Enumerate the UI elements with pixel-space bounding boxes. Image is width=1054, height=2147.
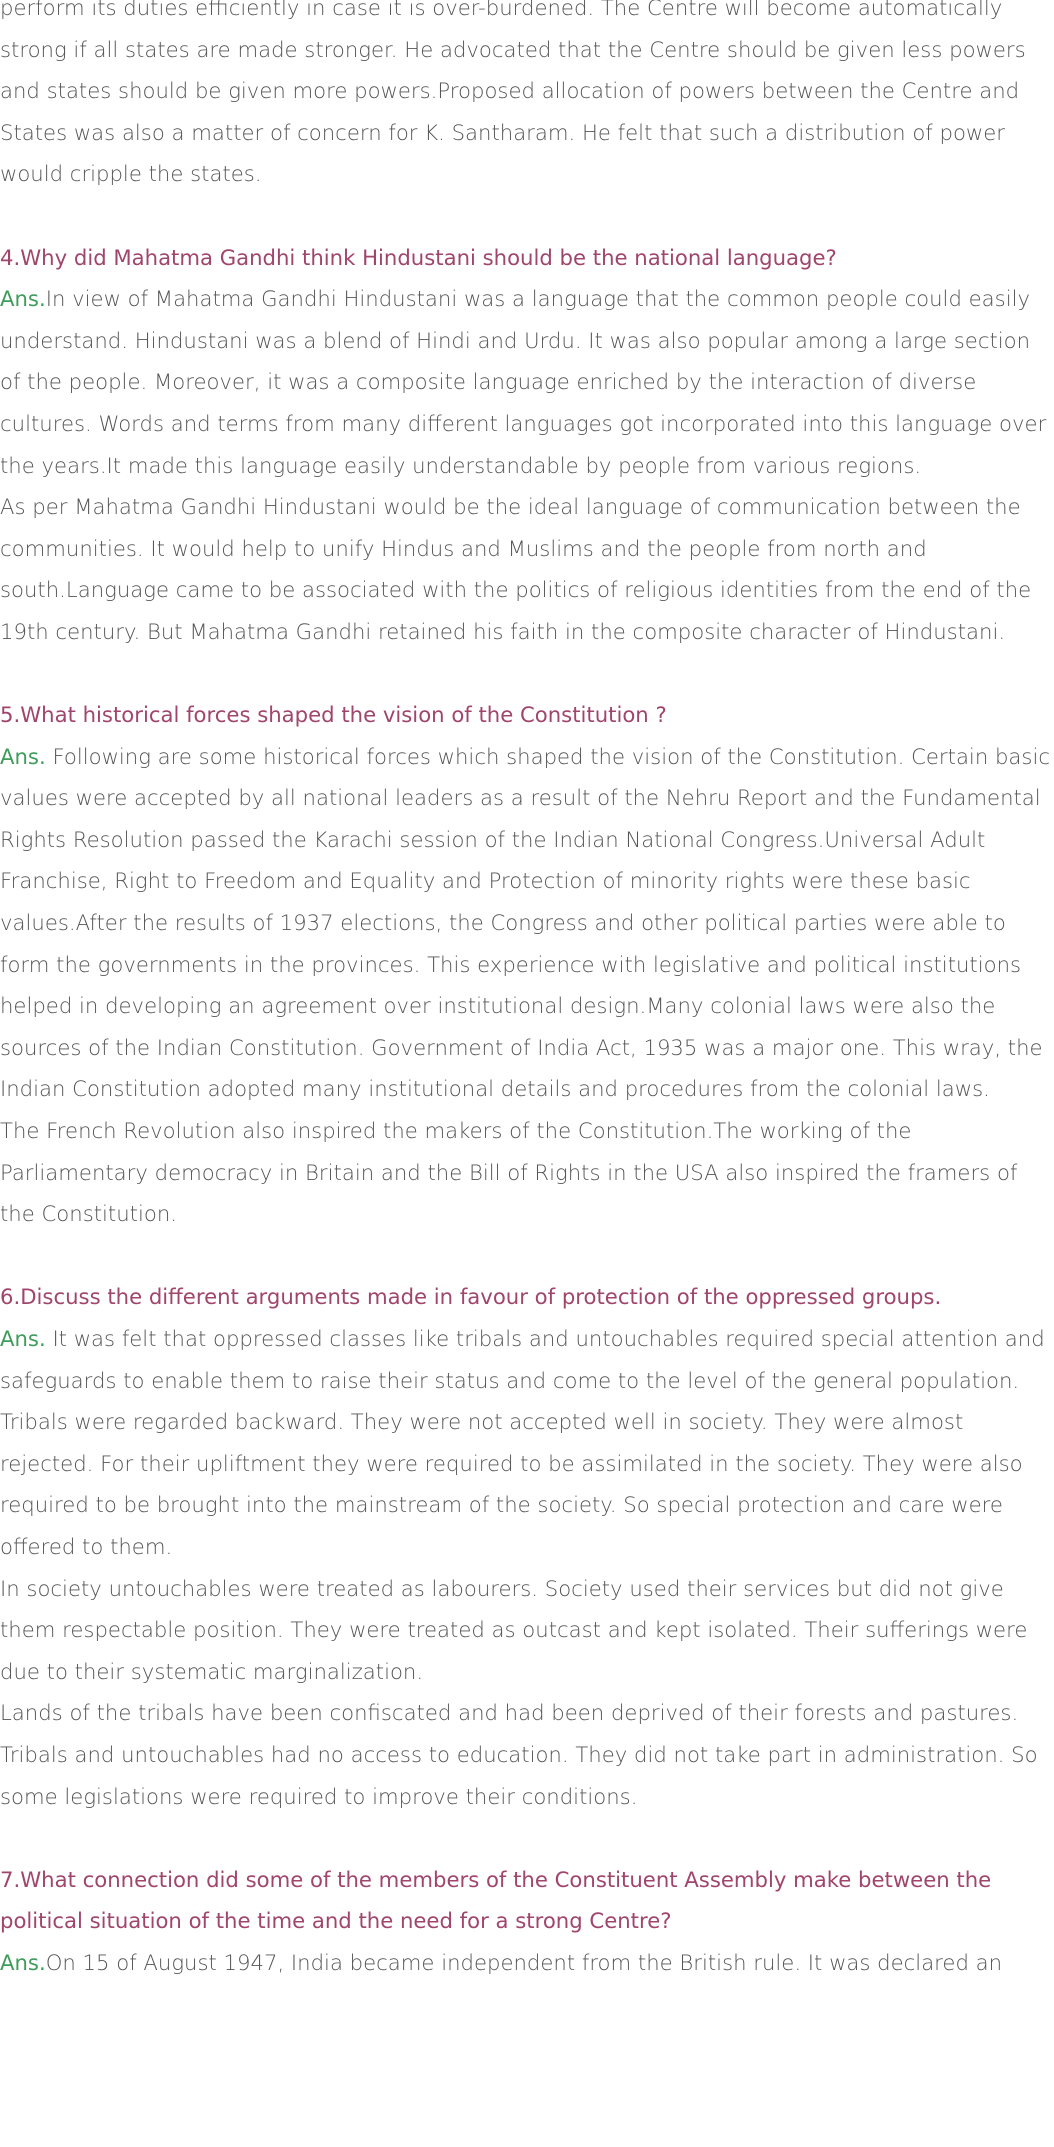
answer-6-paragraph-2: Tribals were regarded backward. They were not accepted well in society. They were almost rejected. For their upliftment they were required to be assimilated in the society. They were also required to be brought into the mainstream of the society. So special protection and care were offered to them. bbox=[0, 1409, 1023, 1559]
question-6: 6.Discuss the different arguments made in favour of protection of the oppressed groups. bbox=[0, 1284, 942, 1310]
spacer bbox=[0, 1817, 1054, 1859]
answer-4-paragraph bbox=[0, 278, 1054, 486]
intro-paragraph: perform its duties efficiently in case it is over-burdened. The Centre will become automatically strong if all states are made stronger. He advocated that the Centre should be given less powers and states should be given more powers.Proposed allocation of powers between the Centre and States was also a matter of concern for K. Santharam. He felt that such a distribution of power would cripple the states. bbox=[0, 0, 1026, 187]
answer-6-text: It was felt that oppressed classes like tribals and untouchables required special attention and safeguards to enable them to raise their status and come to the level of the general population. bbox=[0, 1326, 1045, 1393]
answer-6-paragraph-3: In society untouchables were treated as labourers. Society used their services but did not give them respectable position. They were treated as outcast and kept isolated. Their sufferings were due to their systematic marginalization. bbox=[0, 1575, 1028, 1684]
answer-6-paragraph bbox=[0, 1318, 1054, 1401]
answer-4-text: In view of Mahatma Gandhi Hindustani was a language that the common people could easily understand. Hindustani was a blend of Hindi and Urdu. It was also popular among a large section of the people. Moreover, it was a composite language enriched by the interaction of diverse cultures. Words and terms from many different languages got incorporated into this language over the years.It made this language easily understandable by people from various regions. bbox=[0, 286, 1047, 478]
answer-7-text: On 15 of August 1947, India became independent from the British rule. It was declared an bbox=[45, 1949, 1003, 1975]
answer-5-text: Following are some historical forces which shaped the vision of the Constitution. Certain basic values were accepted by all national leaders as a result of the Nehru Report and the Fundamental Rights Resolution passed the Karachi session of the Indian National Congress.Universal Adult Franchise, Right to Freedom and Equality and Protection of minority rights were these basic values.After the results of 1937 elections, the Congress and other political parties were able to form the governments in the provinces. This experience with legislative and political institutions helped in developing an agreement over institutional design.Many colonial laws were also the sources of the Indian Constitution. Government of India Act, 1935 was a major one. This wray, the Indian Constitution adopted many institutional details and procedures from the colonial laws. bbox=[0, 743, 1050, 1102]
question-5: 5.What historical forces shaped the vision of the Constitution ? bbox=[0, 702, 667, 728]
spacer bbox=[0, 1235, 1054, 1277]
spacer bbox=[0, 653, 1054, 695]
answer-label: Ans. bbox=[0, 1326, 46, 1351]
answer-4-paragraph-2: As per Mahatma Gandhi Hindustani would be the ideal language of communication between the communities. It would help to unify Hindus and Muslims and the people from north and south.Language came to be associated with the politics of religious identities from the end of the 19th century. But Mahatma Gandhi retained his faith in the composite character of Hindustani. bbox=[0, 494, 1032, 644]
answer-6-paragraph-4: Lands of the tribals have been confiscated and had been deprived of their forests and pastures. Tribals and untouchables had no access to education. They did not take part in administration. So some legislations were required to improve their conditions. bbox=[0, 1700, 1038, 1809]
answer-5-paragraph bbox=[0, 736, 1054, 1110]
answer-label: Ans. bbox=[0, 1949, 46, 1975]
question-7: 7.What connection did some of the members of the Constituent Assembly make between the political situation of the time and the need for a strong Centre? bbox=[0, 1866, 992, 1934]
answer-7-paragraph bbox=[0, 1942, 1054, 1984]
question-4: 4.Why did Mahatma Gandhi think Hindustani should be the national language? bbox=[0, 244, 837, 270]
answer-5-paragraph-2: The French Revolution also inspired the makers of the Constitution.The working of the Parliamentary democracy in Britain and the Bill of Rights in the USA also inspired the framers of the Constitution. bbox=[0, 1118, 1018, 1227]
spacer bbox=[0, 195, 1054, 237]
answer-label: Ans. bbox=[0, 286, 46, 312]
answer-label: Ans. bbox=[0, 743, 46, 769]
